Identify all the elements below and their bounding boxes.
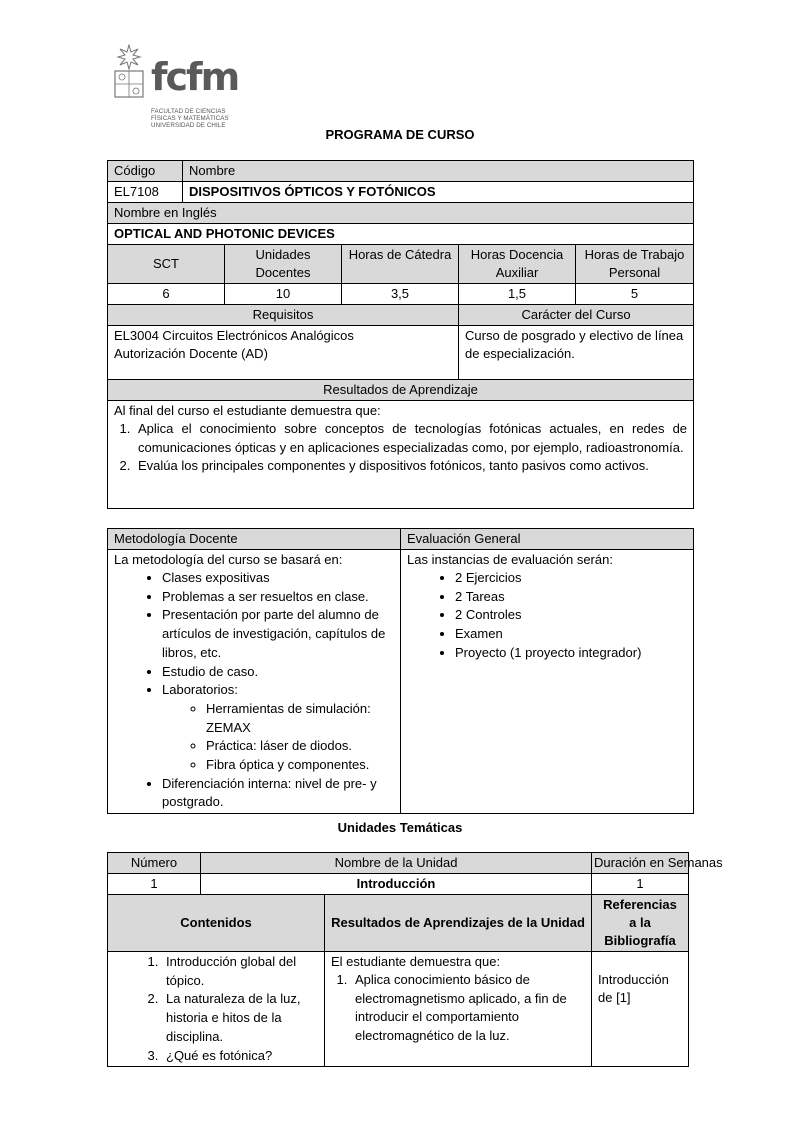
methodology-intro: La metodología del curso se basará en: [114, 552, 343, 567]
unit-results-intro: El estudiante demuestra que: [331, 954, 501, 969]
lab-item: ◦ Práctica: láser de diodos. [206, 737, 394, 756]
course-character: Curso de posgrado y electivo de línea de especialización. [459, 326, 694, 380]
evaluation-intro: Las instancias de evaluación serán: [407, 552, 613, 567]
sct-header: SCT [108, 245, 225, 284]
methodology-item: • Problemas a ser resueltos en clase. [162, 588, 394, 607]
methodology-cell [108, 550, 401, 814]
requirement-item: Autorización Docente (AD) [114, 346, 268, 361]
unit-duration: 1 [592, 874, 689, 895]
methodology-item: • Laboratorios: ◦ Herramientas de simulación: ZEMAX ◦ Práctica: láser de diodos. ◦ Fibra óptica y componentes. [162, 681, 394, 775]
contents-label: Contenidos [108, 895, 325, 952]
unit-results-label: Resultados de Aprendizajes de la Unidad [325, 895, 592, 952]
evaluation-cell [401, 550, 694, 814]
page-title: PROGRAMA DE CURSO [325, 127, 475, 142]
units-title: Unidades Temáticas [337, 820, 463, 835]
content-item: 2. La naturaleza de la luz, historia e hitos de la disciplina. [162, 990, 318, 1046]
result-item: 1. Aplica el conocimiento sobre conceptos de tecnologías fotónicas actuales, en redes de comunicaciones ópticas y en aplicaciones especializadas como, por ejemplo, radioastronomía. [134, 420, 687, 457]
content-item: 3. ¿Qué es fotónica? [162, 1047, 318, 1066]
evaluation-item: • Proyecto (1 proyecto integrador) [455, 644, 687, 663]
units-value: 10 [225, 284, 342, 305]
requirements-cell [108, 326, 459, 380]
unit-number-label: Número [108, 853, 201, 874]
course-name: DISPOSITIVOS ÓPTICOS Y FOTÓNICOS [183, 182, 694, 203]
references-label: Referencias a la Bibliografía [592, 895, 689, 952]
logo-subtitle: FACULTAD DE CIENCIAS FÍSICAS Y MATEMÁTICAS UNIVERSIDAD DE CHILE [151, 108, 229, 129]
name-label: Nombre [183, 161, 694, 182]
unit-duration-label: Duración en Semanas [592, 853, 689, 874]
methodology-item: • Diferenciación interna: nivel de pre- y postgrado. [162, 775, 394, 812]
cathedra-value: 3,5 [342, 284, 459, 305]
lab-item: ◦ Herramientas de simulación: ZEMAX [206, 700, 394, 737]
methodology-item: • Estudio de caso. [162, 663, 394, 682]
units-header: Unidades Docentes [225, 245, 342, 284]
university-seal-icon [112, 44, 146, 100]
personal-value: 5 [576, 284, 694, 305]
evaluation-item: • 2 Ejercicios [455, 569, 687, 588]
unit-name: Introducción [201, 874, 592, 895]
content-item: 1. Introducción global del tópico. [162, 953, 318, 990]
unit-result-item: 1. Aplica conocimiento básico de electromagnetismo aplicado, a fin de introducir el comportamiento electromagnético de la luz. [351, 971, 585, 1046]
requirement-item: EL3004 Circuitos Electrónicos Analógicos [114, 328, 354, 343]
lab-item: ◦ Fibra óptica y componentes. [206, 756, 394, 775]
cathedra-header: Horas de Cátedra [342, 245, 459, 284]
unit-name-label: Nombre de la Unidad [201, 853, 592, 874]
unit-contents-cell [108, 952, 325, 1067]
requirements-label: Requisitos [108, 305, 459, 326]
character-label: Carácter del Curso [459, 305, 694, 326]
logo-wordmark: fcfm [151, 55, 239, 99]
results-intro: Al final del curso el estudiante demuestra que: [114, 403, 381, 418]
methodology-item: • Clases expositivas [162, 569, 394, 588]
methodology-item: • Presentación por parte del alumno de artículos de investigación, capítulos de libros, etc. [162, 606, 394, 662]
fcfm-logo [112, 44, 247, 130]
course-info-table [107, 160, 694, 509]
evaluation-item: • Examen [455, 625, 687, 644]
results-cell [108, 401, 694, 509]
course-code: EL7108 [108, 182, 183, 203]
units-table [107, 852, 723, 1067]
results-label: Resultados de Aprendizaje [108, 380, 694, 401]
english-name-label: Nombre en Inglés [108, 203, 694, 224]
unit-number: 1 [108, 874, 201, 895]
unit-results-cell [325, 952, 592, 1067]
code-label: Código [108, 161, 183, 182]
unit-references: Introducción de [1] [592, 952, 689, 1067]
personal-header: Horas de Trabajo Personal [576, 245, 694, 284]
sct-value: 6 [108, 284, 225, 305]
evaluation-label: Evaluación General [401, 529, 694, 550]
aux-value: 1,5 [459, 284, 576, 305]
evaluation-item: • 2 Tareas [455, 588, 687, 607]
english-name: OPTICAL AND PHOTONIC DEVICES [108, 224, 694, 245]
result-item: 2. Evalúa los principales componentes y dispositivos fotónicos, tanto pasivos como activos. [134, 457, 687, 476]
evaluation-item: • 2 Controles [455, 606, 687, 625]
methodology-label: Metodología Docente [108, 529, 401, 550]
aux-header: Horas Docencia Auxiliar [459, 245, 576, 284]
methodology-table [107, 528, 694, 814]
